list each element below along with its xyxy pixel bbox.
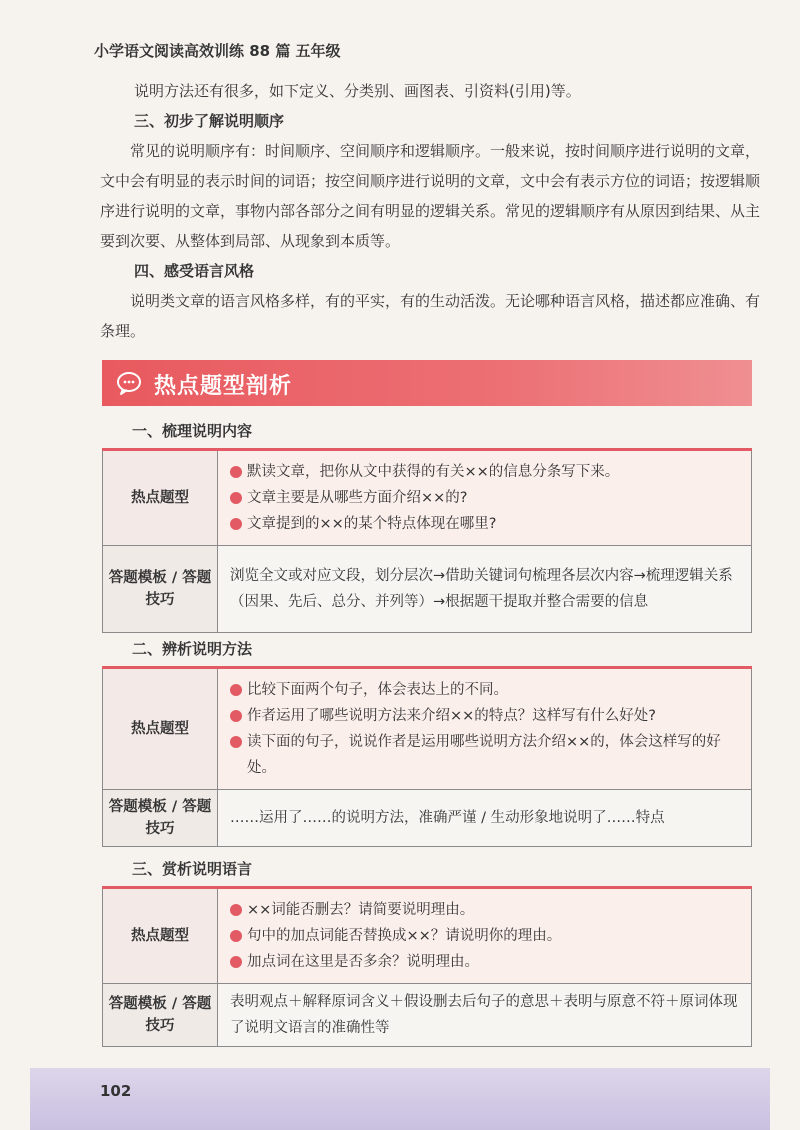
- hot-items: [218, 450, 752, 546]
- footer-band: [30, 1068, 770, 1130]
- template-label: 答题模板 / 答题技巧: [103, 984, 218, 1047]
- intro-line: 说明方法还有很多，如下定义、分类别、画图表、引资料(引用)等。: [134, 82, 581, 100]
- bullet-dot-icon: [230, 466, 242, 478]
- bullet-dot-icon: [230, 736, 242, 748]
- hot-label: 热点题型: [103, 888, 218, 984]
- speech-bubble-icon: [116, 370, 142, 396]
- list-item: 句中的加点词能否替换成××？请说明你的理由。: [230, 923, 741, 949]
- list-item: ××词能否删去？请简要说明理由。: [230, 897, 741, 923]
- hot-topics-banner: [102, 360, 752, 406]
- book-header: 小学语文阅读高效训练 88 篇 五年级: [94, 42, 341, 60]
- list-item: 作者运用了哪些说明方法来介绍××的特点？这样写有什么好处?: [230, 703, 741, 729]
- bullet-dot-icon: [230, 492, 242, 504]
- section-title: 三、赏析说明语言: [132, 860, 253, 878]
- hot-items: [218, 668, 752, 790]
- bullet-dot-icon: [230, 684, 242, 696]
- template-text: 表明观点＋解释原词含义＋假设删去后句子的意思＋表明与原意不符＋原词体现了说明文语言的准确性等: [218, 984, 752, 1047]
- section-table: [102, 886, 752, 1047]
- intro-block: [100, 76, 760, 346]
- section-heading-style: 四、感受语言风格: [134, 262, 255, 280]
- template-text: 浏览全文或对应文段，划分层次→借助关键词句梳理各层次内容→梳理逻辑关系（因果、先后、总分、并列等）→根据题干提取并整合需要的信息: [218, 546, 752, 633]
- style-paragraph: 说明类文章的语言风格多样，有的平实，有的生动活泼。无论哪种语言风格，描述都应准确、有条理。: [100, 292, 761, 340]
- page-number: 102: [100, 1082, 132, 1100]
- list-item: 比较下面两个句子，体会表达上的不同。: [230, 677, 741, 703]
- section-heading-order: 三、初步了解说明顺序: [134, 112, 285, 130]
- section-table: [102, 448, 752, 633]
- hot-items: [218, 888, 752, 984]
- section-title: 一、梳理说明内容: [132, 422, 253, 440]
- bullet-dot-icon: [230, 710, 242, 722]
- template-label: 答题模板 / 答题技巧: [103, 546, 218, 633]
- section-table: [102, 666, 752, 847]
- bullet-dot-icon: [230, 930, 242, 942]
- bullet-dot-icon: [230, 904, 242, 916]
- template-label: 答题模板 / 答题技巧: [103, 790, 218, 847]
- list-item: 文章主要是从哪些方面介绍××的?: [230, 485, 741, 511]
- hot-label: 热点题型: [103, 450, 218, 546]
- hot-label: 热点题型: [103, 668, 218, 790]
- bullet-dot-icon: [230, 956, 242, 968]
- bullet-dot-icon: [230, 518, 242, 530]
- section-title: 二、辨析说明方法: [132, 640, 253, 658]
- template-text: ……运用了……的说明方法，准确严谨 / 生动形象地说明了……特点: [218, 790, 752, 847]
- list-item: 读下面的句子，说说作者是运用哪些说明方法介绍××的，体会这样写的好处。: [230, 729, 741, 781]
- list-item: 默读文章，把你从文中获得的有关××的信息分条写下来。: [230, 459, 741, 485]
- order-paragraph: 常见的说明顺序有：时间顺序、空间顺序和逻辑顺序。一般来说，按时间顺序进行说明的文章，文中会有明显的表示时间的词语；按空间顺序进行说明的文章，文中会有表示方位的词语；按逻辑顺序进行说明的文章，事物内部各部分之间有明显的逻辑关系。常见的逻辑顺序有从原因到结果、从主要到次要、从整体到局部、从现象到本质等。: [100, 142, 761, 250]
- list-item: 加点词在这里是否多余？说明理由。: [230, 949, 741, 975]
- banner-title: 热点题型剖析: [154, 374, 293, 399]
- list-item: 文章提到的××的某个特点体现在哪里?: [230, 511, 741, 537]
